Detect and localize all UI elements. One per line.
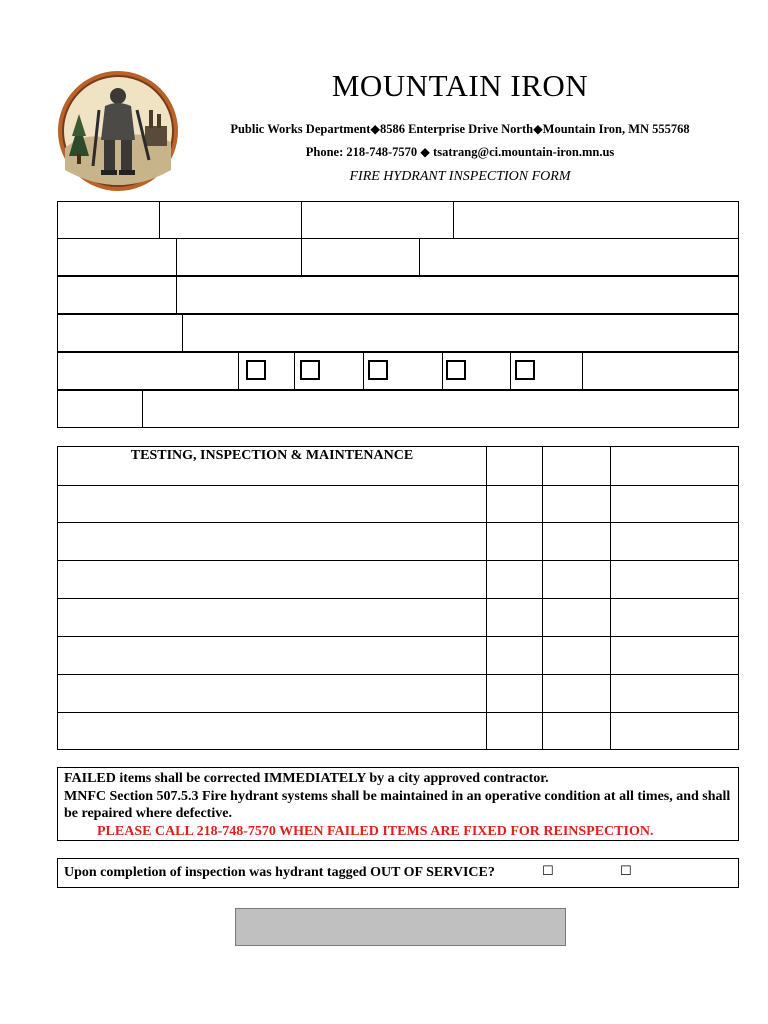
table-row[interactable] bbox=[58, 485, 738, 486]
option-checkbox-1[interactable] bbox=[246, 360, 266, 380]
contact-line: Phone: 218-748-7570 ◆ tsatrang@ci.mountain-iron.mn.us bbox=[305, 145, 615, 159]
inspection-table bbox=[57, 446, 739, 750]
notice-line-2: MNFC Section 507.5.3 Fire hydrant systems shall be maintained in an operative condition at all times, and shall be repaired where defective. bbox=[64, 788, 731, 821]
table-row[interactable] bbox=[58, 598, 738, 599]
option-checkbox-5[interactable] bbox=[515, 360, 535, 380]
option-checkbox-2[interactable] bbox=[300, 360, 320, 380]
failed-items-notice bbox=[57, 767, 739, 841]
inspection-table-heading: TESTING, INSPECTION & MAINTENANCE bbox=[130, 448, 414, 463]
table-row[interactable] bbox=[58, 636, 738, 637]
address-line: Public Works Department◆8586 Enterprise Drive North◆Mountain Iron, MN 555768 bbox=[230, 122, 690, 136]
info-row-5 bbox=[57, 352, 739, 390]
info-row-1 bbox=[57, 201, 739, 239]
option-checkbox-4[interactable] bbox=[446, 360, 466, 380]
table-row[interactable] bbox=[58, 560, 738, 561]
out-of-service-row bbox=[57, 858, 739, 888]
city-seal-logo bbox=[57, 70, 179, 192]
notice-line-1: items shall be corrected IMMEDIATELY by a city approved contractor. bbox=[115, 771, 549, 786]
table-row[interactable] bbox=[58, 522, 738, 523]
info-row-6 bbox=[57, 390, 739, 428]
info-row-2 bbox=[57, 238, 739, 276]
no-checkbox[interactable]: ☐ bbox=[620, 864, 632, 879]
info-row-4 bbox=[57, 314, 739, 352]
org-name: MOUNTAIN IRON bbox=[331, 68, 589, 103]
reinspection-call-line: PLEASE CALL 218-748-7570 WHEN FAILED ITEMS ARE FIXED FOR REINSPECTION. bbox=[97, 823, 654, 839]
form-title: FIRE HYDRANT INSPECTION FORM bbox=[349, 169, 571, 184]
submit-button[interactable] bbox=[235, 908, 566, 946]
table-row[interactable] bbox=[58, 674, 738, 675]
failed-word: FAILED bbox=[64, 771, 116, 786]
out-of-service-question: Upon completion of inspection was hydrant tagged OUT OF SERVICE? bbox=[64, 865, 495, 880]
table-row[interactable] bbox=[58, 712, 738, 713]
info-row-3 bbox=[57, 276, 739, 314]
yes-checkbox[interactable]: ☐ bbox=[542, 864, 554, 879]
option-checkbox-3[interactable] bbox=[368, 360, 388, 380]
